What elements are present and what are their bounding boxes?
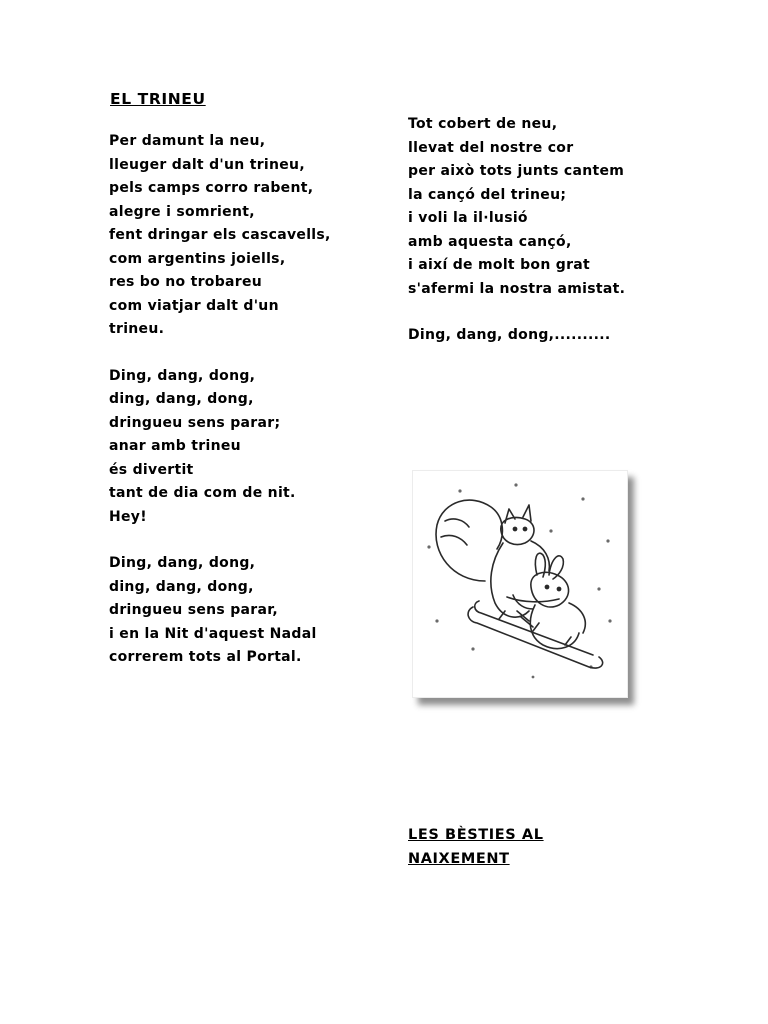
- lyric-line: Per damunt la neu,: [109, 133, 266, 149]
- lyric-line: la cançó del trineu;: [408, 186, 567, 203]
- next-song-title: [408, 823, 544, 871]
- lyric-line: com viatjar dalt d'un: [109, 297, 279, 314]
- lyric-line: dringueu sens parar,: [109, 602, 279, 618]
- verse-2: [408, 113, 708, 301]
- lyric-line: Tot cobert de neu,: [408, 116, 558, 132]
- lyric-line: amb aquesta cançó,: [408, 233, 572, 250]
- lyric-line: pels camps corro rabent,: [109, 180, 314, 196]
- lyric-line: i així de molt bon grat: [408, 257, 591, 273]
- lyric-line: anar amb trineu: [109, 438, 241, 454]
- chorus-3: [408, 324, 708, 348]
- song-title: EL TRINEU: [110, 90, 206, 108]
- lyric-line: fent dringar els cascavells,: [109, 227, 331, 243]
- right-column: [408, 113, 708, 371]
- chorus-2: [109, 552, 409, 670]
- title-line: NAIXEMENT: [408, 851, 510, 867]
- lyric-line: Ding, dang, dong,: [109, 367, 256, 384]
- lyric-line: s'afermi la nostra amistat.: [408, 280, 626, 297]
- lyric-line: Ding, dang, dong,: [109, 555, 256, 571]
- squirrel-and-rabbit-on-sled-icon: [413, 471, 627, 697]
- verse-1: [109, 130, 409, 342]
- lyric-line: ding, dang, dong,: [109, 391, 254, 407]
- lyric-line: i voli la il·lusió: [408, 210, 528, 226]
- lyric-line: tant de dia com de nit.: [109, 485, 296, 501]
- title-line: LES BÈSTIES AL: [408, 827, 544, 843]
- lyric-line: com argentins joiells,: [109, 250, 286, 267]
- lyric-line: és divertit: [109, 461, 194, 478]
- lyric-line: alegre i somrient,: [109, 203, 255, 220]
- lyric-line: llevat del nostre cor: [408, 139, 574, 156]
- lyric-line: Hey!: [109, 508, 147, 525]
- left-column: [109, 130, 409, 693]
- lyric-line: trineu.: [109, 321, 165, 337]
- sled-illustration: [412, 470, 628, 698]
- lyric-line: lleuger dalt d'un trineu,: [109, 156, 305, 173]
- lyric-line: dringueu sens parar;: [109, 414, 281, 431]
- lyric-line: ding, dang, dong,: [109, 578, 254, 595]
- lyric-line: correrem tots al Portal.: [109, 649, 302, 665]
- lyric-line: per això tots junts cantem: [408, 163, 625, 179]
- chorus-1: [109, 365, 409, 530]
- lyric-line: Ding, dang, dong,..........: [408, 327, 611, 343]
- lyric-line: res bo no trobareu: [109, 274, 263, 290]
- lyric-line: i en la Nit d'aquest Nadal: [109, 625, 317, 642]
